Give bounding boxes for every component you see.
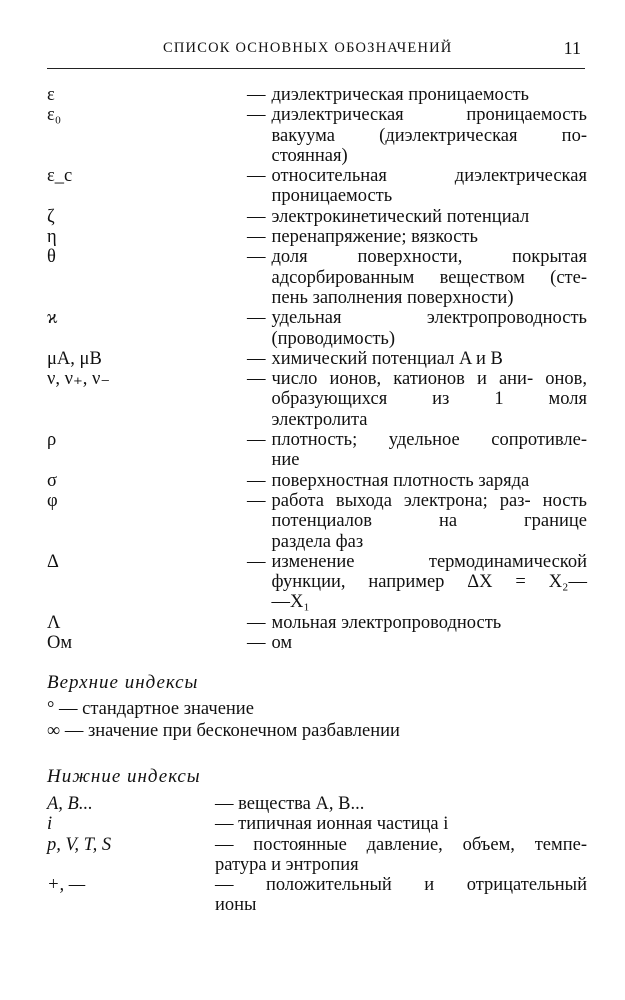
symbol-entry xyxy=(47,369,587,430)
entry-line: раздела фаз xyxy=(271,531,364,552)
entry-line: адсорбированным веществом (сте- xyxy=(271,267,587,288)
entry-dash: — xyxy=(247,470,266,491)
entry-dash: — xyxy=(247,227,266,248)
superscript-text: — значение при бесконечном разбавлении xyxy=(64,721,400,741)
entry-line: плотность; удельное сопротивле- xyxy=(271,430,587,451)
entry-symbol: ν, ν₊, ν₋ xyxy=(47,369,111,390)
entry-description xyxy=(247,491,587,552)
entry-text xyxy=(272,633,588,653)
entry-description xyxy=(247,85,587,105)
entry-symbol: Λ xyxy=(47,612,61,633)
main-symbol-list xyxy=(47,85,587,653)
symbol-entry xyxy=(47,471,587,491)
entry-dash: — xyxy=(247,430,266,451)
subscript-text xyxy=(215,794,587,814)
subscript-entry xyxy=(47,835,587,876)
entry-text xyxy=(272,308,588,349)
entry-line: онов, образующихся из 1 моля xyxy=(271,369,587,410)
entry-dash: — xyxy=(247,308,266,329)
entry-description xyxy=(247,552,587,613)
entry-dash: — xyxy=(247,348,266,369)
symbol-entry xyxy=(47,308,587,349)
entry-line: перенапряжение; вязкость xyxy=(271,227,478,248)
entry-line: поверхностная плотность заряда xyxy=(271,470,530,491)
subscript-entry xyxy=(47,794,587,814)
entry-description xyxy=(247,369,587,430)
subscript-line: — типичная ионная частица i xyxy=(215,814,449,835)
entry-symbol: σ xyxy=(47,470,57,491)
entry-text xyxy=(272,247,588,308)
entry-dash: — xyxy=(247,206,266,227)
entry-line: ние xyxy=(271,450,300,471)
entry-line: диэлектрическая проницаемость xyxy=(271,85,529,105)
entry-symbol: η xyxy=(47,227,57,248)
entry-line: работа выхода электрона; раз- xyxy=(271,490,531,511)
entry-text xyxy=(272,166,588,207)
header-title: СПИСОК ОСНОВНЫХ ОБОЗНАЧЕНИЙ xyxy=(163,40,453,56)
symbol-entry xyxy=(47,491,587,552)
superscripts-list xyxy=(47,698,567,742)
entry-dash: — xyxy=(247,166,266,187)
entry-dash: — xyxy=(247,105,266,126)
entry-symbol: θ xyxy=(47,247,56,268)
entry-symbol: Δ xyxy=(47,551,59,572)
entry-line: диэлектрическая проницаемость xyxy=(271,105,587,126)
subscript-description xyxy=(215,875,587,916)
subscript-text xyxy=(215,814,587,834)
subscript-line: ратура и энтропия xyxy=(215,854,359,875)
entry-symbol: ε_c xyxy=(47,166,73,187)
entry-line: мольная электропроводность xyxy=(271,612,502,633)
entry-text xyxy=(272,613,588,633)
subscripts-list xyxy=(47,794,587,916)
entry-line: проницаемость xyxy=(271,186,393,207)
entry-text xyxy=(272,105,588,166)
symbol-entry xyxy=(47,349,587,369)
subscript-line: ионы xyxy=(215,895,257,916)
entry-line: ом xyxy=(271,633,293,654)
entry-symbol: μA, μB xyxy=(47,348,102,369)
entry-symbol: ϰ xyxy=(47,308,58,329)
subscript-text xyxy=(215,875,587,916)
entry-line: электрокинетический потенциал xyxy=(271,206,530,227)
running-header xyxy=(47,38,585,69)
entry-description xyxy=(247,247,587,308)
entry-description xyxy=(247,227,587,247)
entry-symbol: ε₀ xyxy=(47,105,62,126)
entry-dash: — xyxy=(247,490,266,511)
superscripts-title: Верхние индексы xyxy=(47,672,199,693)
entry-symbol: ζ xyxy=(47,206,55,227)
subscript-text xyxy=(215,835,587,876)
symbol-entry xyxy=(47,430,587,471)
entry-description xyxy=(247,349,587,369)
subscript-line: — положительный и отрицательный xyxy=(215,875,587,896)
subscript-description xyxy=(215,814,587,834)
entry-line: вакуума (диэлектрическая по- xyxy=(271,125,587,146)
superscript-symbol: ∞ xyxy=(47,721,61,741)
subscript-symbol: A, B... xyxy=(47,794,93,814)
entry-description xyxy=(247,471,587,491)
entry-dash: — xyxy=(247,551,266,572)
entry-text xyxy=(272,369,588,430)
superscript-text: — стандартное значение xyxy=(59,699,254,719)
symbol-entry xyxy=(47,166,587,207)
entry-line: доля поверхности, покрытая xyxy=(271,247,587,268)
entry-description xyxy=(247,308,587,349)
symbol-entry xyxy=(47,633,587,653)
entry-line: функции, например ΔX = X₂— xyxy=(271,572,587,593)
symbol-entry xyxy=(47,613,587,633)
entry-description xyxy=(247,633,587,653)
entry-text xyxy=(272,85,588,105)
entry-text xyxy=(272,430,588,471)
superscript-entry xyxy=(47,698,567,720)
subscript-symbol: p, V, T, S xyxy=(47,834,112,855)
entry-symbol: ρ xyxy=(47,430,57,451)
superscript-symbol: ° xyxy=(47,699,55,719)
entry-line: изменение термодинамической xyxy=(271,551,587,572)
entry-dash: — xyxy=(247,369,266,390)
subscript-description xyxy=(215,835,587,876)
symbol-entry xyxy=(47,85,587,105)
subscript-description xyxy=(215,794,587,814)
entry-line: (проводимость) xyxy=(271,328,396,349)
superscript-entry xyxy=(47,720,567,742)
entry-line: электролита xyxy=(271,409,368,430)
symbol-entry xyxy=(47,227,587,247)
entry-text xyxy=(272,207,588,227)
subscript-line: — вещества A, B... xyxy=(215,794,365,814)
entry-description xyxy=(247,430,587,471)
entry-line: удельная электропроводность xyxy=(271,308,587,329)
entry-text xyxy=(272,491,588,552)
entry-text xyxy=(272,349,588,369)
page-number: 11 xyxy=(563,38,581,58)
entry-line: относительная диэлектрическая xyxy=(271,166,587,187)
entry-text xyxy=(272,227,588,247)
entry-line: —X₁ xyxy=(271,592,310,613)
subscript-entry xyxy=(47,814,587,834)
entry-dash: — xyxy=(247,85,266,105)
symbol-entry xyxy=(47,247,587,308)
entry-symbol: φ xyxy=(47,490,58,511)
entry-symbol: ε xyxy=(47,85,55,105)
subscript-symbol: i xyxy=(47,814,53,835)
symbol-entry xyxy=(47,207,587,227)
entry-description xyxy=(247,613,587,633)
entry-description xyxy=(247,207,587,227)
entry-line: пень заполнения поверхности) xyxy=(271,287,514,308)
entry-dash: — xyxy=(247,612,266,633)
symbol-entry xyxy=(47,105,587,166)
subscript-symbol: +, — xyxy=(47,875,86,896)
entry-text xyxy=(272,552,588,613)
entry-line: химический потенциал A и B xyxy=(271,348,503,369)
entry-line: ность потенциалов на границе xyxy=(271,490,587,532)
entry-dash: — xyxy=(247,247,266,268)
entry-line: число ионов, катионов и ани- xyxy=(271,369,534,390)
subscripts-title: Нижние индексы xyxy=(47,766,201,787)
entry-symbol: Ом xyxy=(47,633,73,654)
symbol-entry xyxy=(47,552,587,613)
entry-description xyxy=(247,166,587,207)
entry-description xyxy=(247,105,587,166)
entry-text xyxy=(272,471,588,491)
subscript-entry xyxy=(47,875,587,916)
entry-line: стоянная) xyxy=(271,145,348,166)
subscript-line: — постоянные давление, объем, темпе- xyxy=(215,834,587,855)
entry-dash: — xyxy=(247,633,266,654)
